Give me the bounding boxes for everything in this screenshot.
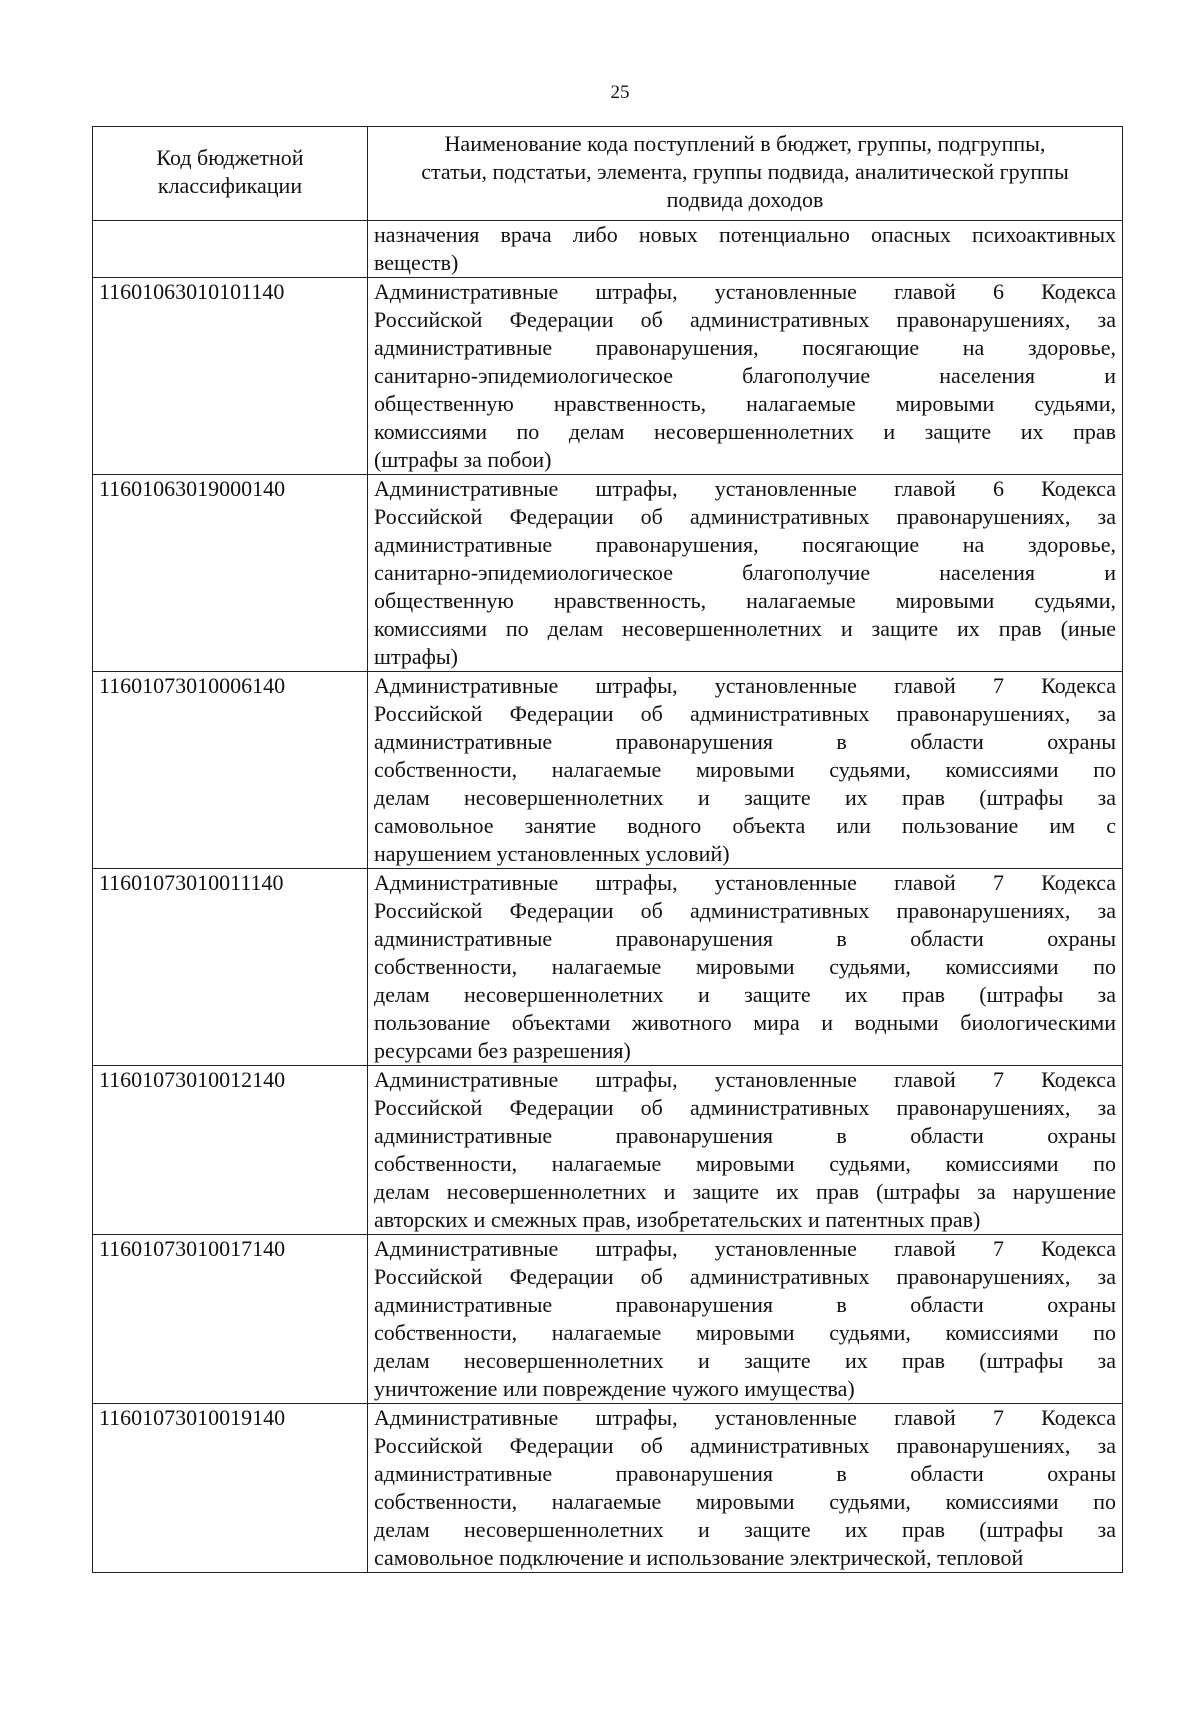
income-description-cell bbox=[368, 1235, 1123, 1404]
description-line: Российской Федерации об административных правонарушениях, за bbox=[374, 898, 1116, 923]
table-header-row bbox=[93, 127, 1123, 221]
header-name-line: статьи, подстатьи, элемента, группы подвида, аналитической группы bbox=[421, 159, 1069, 184]
income-description-cell bbox=[368, 221, 1123, 278]
header-name-line: Наименование кода поступлений в бюджет, группы, подгруппы, bbox=[444, 131, 1046, 156]
description-line: делам несовершеннолетних и защите их прав (штрафы за bbox=[374, 1517, 1116, 1542]
header-code bbox=[93, 127, 368, 221]
income-description-cell bbox=[368, 869, 1123, 1066]
description-line: пользование объектами животного мира и водными биологическими bbox=[374, 1010, 1116, 1035]
budget-code-cell bbox=[93, 221, 368, 278]
description-line: Российской Федерации об административных правонарушениях, за bbox=[374, 1433, 1116, 1458]
header-code-line: классификации bbox=[157, 173, 303, 198]
table-row bbox=[93, 1404, 1123, 1573]
description-line: делам несовершеннолетних и защите их прав (штрафы за bbox=[374, 785, 1116, 810]
table-row bbox=[93, 672, 1123, 869]
description-line: Российской Федерации об административных правонарушениях, за bbox=[374, 701, 1116, 726]
table-row bbox=[93, 475, 1123, 672]
description-line: Российской Федерации об административных правонарушениях, за bbox=[374, 1264, 1116, 1289]
description-line: общественную нравственность, налагаемые мировыми судьями, bbox=[374, 391, 1116, 416]
budget-code-cell: 11601063019000140 bbox=[93, 475, 368, 672]
description-line: Административные штрафы, установленные главой 6 Кодекса bbox=[374, 279, 1116, 304]
description-line: Административные штрафы, установленные главой 7 Кодекса bbox=[374, 1236, 1116, 1261]
description-line: самовольное занятие водного объекта или пользование им с bbox=[374, 813, 1116, 838]
description-line: авторских и смежных прав, изобретательских и патентных прав) bbox=[374, 1207, 981, 1232]
income-description-cell bbox=[368, 278, 1123, 475]
description-line: Административные штрафы, установленные главой 7 Кодекса bbox=[374, 1067, 1116, 1092]
description-line: санитарно-эпидемиологическое благополучие населения и bbox=[374, 560, 1116, 585]
income-description-cell bbox=[368, 1066, 1123, 1235]
table-body bbox=[93, 221, 1123, 1573]
description-line: Административные штрафы, установленные главой 7 Кодекса bbox=[374, 1405, 1116, 1430]
description-line: уничтожение или повреждение чужого имущества) bbox=[374, 1376, 855, 1401]
description-line: административные правонарушения, посягающие на здоровье, bbox=[374, 532, 1116, 557]
description-line: Административные штрафы, установленные главой 7 Кодекса bbox=[374, 673, 1116, 698]
description-line: административные правонарушения в области охраны bbox=[374, 1292, 1116, 1317]
budget-classification-table bbox=[92, 126, 1123, 1573]
description-line: веществ) bbox=[374, 250, 459, 275]
budget-code-cell: 11601073010012140 bbox=[93, 1066, 368, 1235]
description-line: нарушением установленных условий) bbox=[374, 841, 730, 866]
description-line: собственности, налагаемые мировыми судьями, комиссиями по bbox=[374, 1151, 1116, 1176]
description-line: самовольное подключение и использование электрической, тепловой bbox=[374, 1545, 1024, 1570]
income-description-cell bbox=[368, 1404, 1123, 1573]
description-line: делам несовершеннолетних и защите их прав (штрафы за bbox=[374, 982, 1116, 1007]
header-name bbox=[368, 127, 1123, 221]
table-row bbox=[93, 869, 1123, 1066]
description-line: собственности, налагаемые мировыми судьями, комиссиями по bbox=[374, 1489, 1116, 1514]
description-line: Российской Федерации об административных правонарушениях, за bbox=[374, 307, 1116, 332]
description-line: ресурсами без разрешения) bbox=[374, 1038, 631, 1063]
budget-code-cell: 11601073010006140 bbox=[93, 672, 368, 869]
table-row bbox=[93, 1235, 1123, 1404]
description-line: административные правонарушения в области охраны bbox=[374, 1461, 1116, 1486]
description-line: комиссиями по делам несовершеннолетних и защите их прав bbox=[374, 419, 1116, 444]
income-description-cell bbox=[368, 475, 1123, 672]
description-line: делам несовершеннолетних и защите их прав (штрафы за нарушение bbox=[374, 1179, 1116, 1204]
description-line: собственности, налагаемые мировыми судьями, комиссиями по bbox=[374, 757, 1116, 782]
description-line: Российской Федерации об административных правонарушениях, за bbox=[374, 504, 1116, 529]
description-line: комиссиями по делам несовершеннолетних и защите их прав (иные bbox=[374, 616, 1116, 641]
description-line: Административные штрафы, установленные главой 7 Кодекса bbox=[374, 870, 1116, 895]
description-line: штрафы) bbox=[374, 644, 458, 669]
description-line: назначения врача либо новых потенциально опасных психоактивных bbox=[374, 222, 1116, 247]
budget-code-cell: 11601073010017140 bbox=[93, 1235, 368, 1404]
table-row bbox=[93, 278, 1123, 475]
table-row bbox=[93, 221, 1123, 278]
header-code-line: Код бюджетной bbox=[156, 145, 304, 170]
income-description-cell bbox=[368, 672, 1123, 869]
description-line: собственности, налагаемые мировыми судьями, комиссиями по bbox=[374, 1320, 1116, 1345]
budget-code-cell: 11601073010019140 bbox=[93, 1404, 368, 1573]
header-name-line: подвида доходов bbox=[666, 187, 824, 212]
budget-code-cell: 11601063010101140 bbox=[93, 278, 368, 475]
table-row bbox=[93, 1066, 1123, 1235]
description-line: административные правонарушения, посягающие на здоровье, bbox=[374, 335, 1116, 360]
description-line: делам несовершеннолетних и защите их прав (штрафы за bbox=[374, 1348, 1116, 1373]
description-line: Административные штрафы, установленные главой 6 Кодекса bbox=[374, 476, 1116, 501]
description-line: общественную нравственность, налагаемые мировыми судьями, bbox=[374, 588, 1116, 613]
page-number: 25 bbox=[610, 82, 630, 103]
description-line: собственности, налагаемые мировыми судьями, комиссиями по bbox=[374, 954, 1116, 979]
description-line: (штрафы за побои) bbox=[374, 447, 552, 472]
description-line: административные правонарушения в области охраны bbox=[374, 1123, 1116, 1148]
description-line: административные правонарушения в области охраны bbox=[374, 926, 1116, 951]
description-line: административные правонарушения в области охраны bbox=[374, 729, 1116, 754]
budget-code-cell: 11601073010011140 bbox=[93, 869, 368, 1066]
description-line: санитарно-эпидемиологическое благополучие населения и bbox=[374, 363, 1116, 388]
description-line: Российской Федерации об административных правонарушениях, за bbox=[374, 1095, 1116, 1120]
